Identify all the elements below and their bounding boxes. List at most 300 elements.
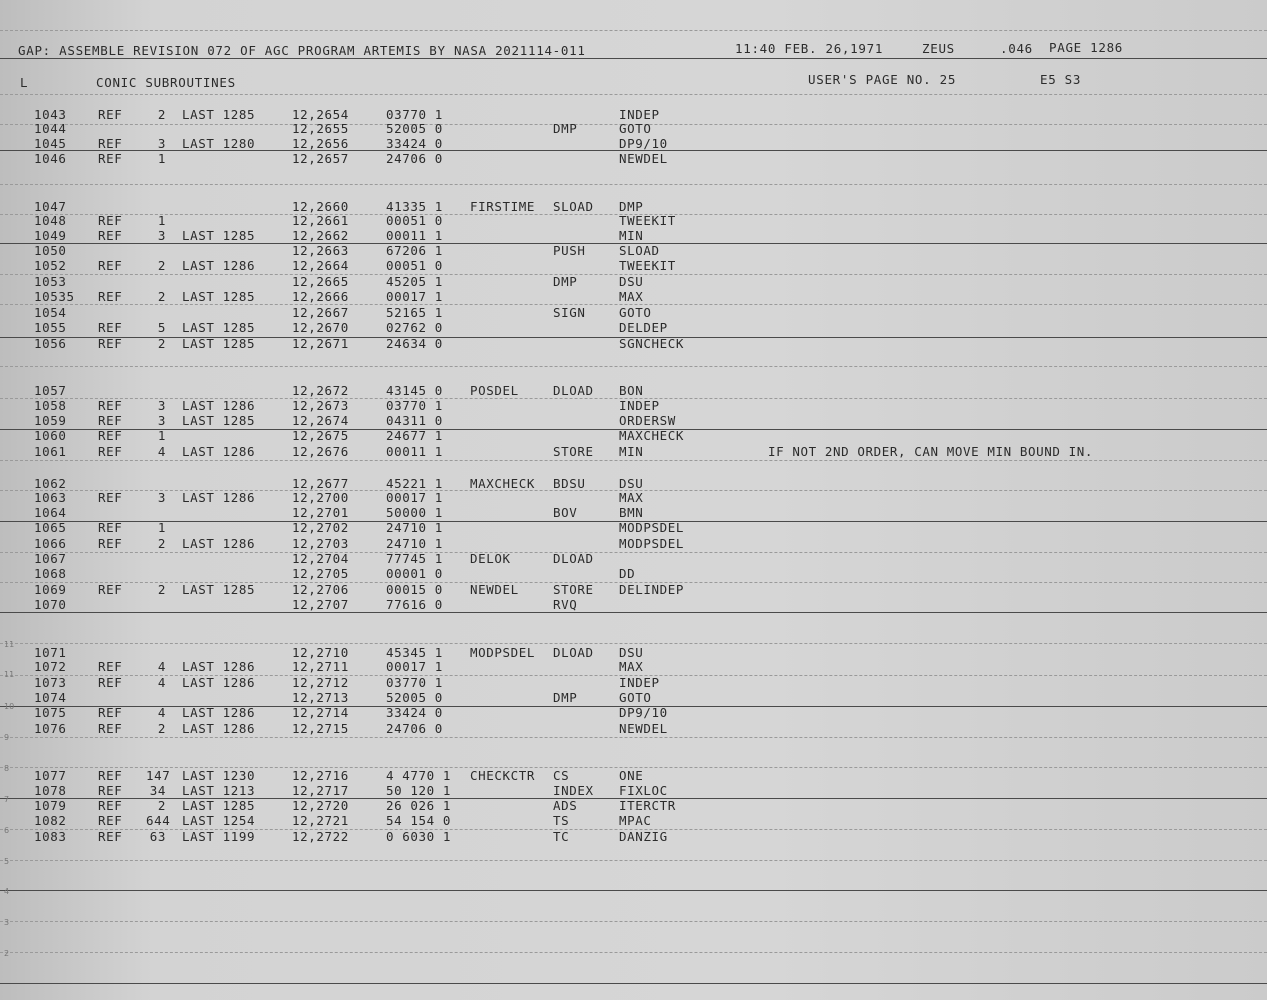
octal-word: 04311 0 (386, 413, 443, 428)
line-number: 1053 (34, 274, 67, 289)
listing-time: 11:40 FEB. 26,1971 (735, 41, 884, 56)
ref-keyword: REF (98, 413, 123, 428)
operand: GOTO (619, 121, 652, 136)
margin-number: 3 (4, 918, 10, 927)
listing-line (0, 505, 1267, 519)
opcode: DMP (553, 690, 578, 705)
line-number: 1063 (34, 490, 67, 505)
octal-word: 24710 1 (386, 536, 443, 551)
ruled-line (0, 643, 1267, 644)
margin-number: 6 (4, 826, 10, 835)
line-number: 1073 (34, 675, 67, 690)
listing-line (0, 228, 1267, 242)
margin-number: 7 (4, 795, 10, 804)
listing-line (0, 428, 1267, 442)
line-number: 1076 (34, 721, 67, 736)
symbol-label: MODPSDEL (470, 645, 536, 660)
opcode: BDSU (553, 476, 586, 491)
ruled-line (0, 983, 1267, 984)
opcode: STORE (553, 444, 594, 459)
last-ref: LAST 1285 (182, 413, 256, 428)
octal-word: 00017 1 (386, 490, 443, 505)
operand: DP9/10 (619, 705, 668, 720)
octal-word: 52005 0 (386, 690, 443, 705)
line-number: 1064 (34, 505, 67, 520)
listing-line (0, 690, 1267, 704)
address: 12,2707 (292, 597, 349, 612)
last-ref: LAST 1286 (182, 721, 256, 736)
operand: ORDERSW (619, 413, 676, 428)
octal-word: 45205 1 (386, 274, 443, 289)
last-ref: LAST 1285 (182, 336, 256, 351)
ref-count: 1 (157, 151, 166, 166)
ref-count: 4 (157, 675, 166, 690)
octal-word: 52165 1 (386, 305, 443, 320)
line-number: 1044 (34, 121, 67, 136)
address: 12,2702 (292, 520, 349, 535)
symbol-label: DELOK (470, 551, 511, 566)
ref-keyword: REF (98, 228, 123, 243)
operand: INDEP (619, 675, 660, 690)
ref-count: 2 (157, 107, 166, 122)
ref-count: 4 (157, 659, 166, 674)
ruled-line (0, 612, 1267, 613)
ruled-line (0, 366, 1267, 367)
ref-keyword: REF (98, 398, 123, 413)
last-ref: LAST 1285 (182, 107, 256, 122)
listing-line (0, 582, 1267, 596)
operand: TWEEKIT (619, 258, 676, 273)
listing-line (0, 813, 1267, 827)
listing-line (0, 536, 1267, 550)
ref-keyword: REF (98, 151, 123, 166)
listing-line (0, 645, 1267, 659)
octal-word: 03770 1 (386, 398, 443, 413)
listing-line (0, 243, 1267, 257)
listing-line (0, 551, 1267, 565)
address: 12,2670 (292, 320, 349, 335)
listing-line (0, 305, 1267, 319)
operand: GOTO (619, 305, 652, 320)
operand: MAX (619, 490, 644, 505)
ruled-line (0, 460, 1267, 461)
ref-count: 2 (157, 536, 166, 551)
address: 12,2663 (292, 243, 349, 258)
last-ref: LAST 1199 (182, 829, 256, 844)
line-number: 1056 (34, 336, 67, 351)
header-rule (0, 58, 1267, 59)
line-number: 1054 (34, 305, 67, 320)
octal-word: 02762 0 (386, 320, 443, 335)
octal-word: 00001 0 (386, 566, 443, 581)
address: 12,2720 (292, 798, 349, 813)
octal-word: 43145 0 (386, 383, 443, 398)
line-number: 1046 (34, 151, 67, 166)
listing-line (0, 320, 1267, 334)
line-number: 1043 (34, 107, 67, 122)
octal-word: 45221 1 (386, 476, 443, 491)
margin-number: 5 (4, 857, 10, 866)
ref-keyword: REF (98, 258, 123, 273)
ref-keyword: REF (98, 213, 123, 228)
address: 12,2674 (292, 413, 349, 428)
octal-word: 26 026 1 (386, 798, 452, 813)
operand: BON (619, 383, 644, 398)
ref-count: 3 (157, 136, 166, 151)
operand: ONE (619, 768, 644, 783)
operand: DELINDEP (619, 582, 685, 597)
ruled-line (0, 184, 1267, 185)
operand: FIXLOC (619, 783, 668, 798)
line-number: 1047 (34, 199, 67, 214)
line-number: 1061 (34, 444, 67, 459)
listing-system: ZEUS (922, 41, 955, 56)
octal-word: 00051 0 (386, 213, 443, 228)
comment: IF NOT 2ND ORDER, CAN MOVE MIN BOUND IN. (768, 444, 1094, 459)
line-number: 1057 (34, 383, 67, 398)
line-number: 1066 (34, 536, 67, 551)
last-ref: LAST 1280 (182, 136, 256, 151)
operand: DSU (619, 274, 644, 289)
line-number: 1078 (34, 783, 67, 798)
octal-word: 03770 1 (386, 107, 443, 122)
address: 12,2667 (292, 305, 349, 320)
ref-keyword: REF (98, 675, 123, 690)
operand: MPAC (619, 813, 652, 828)
opcode: INDEX (553, 783, 594, 798)
operand: MODPSDEL (619, 520, 685, 535)
last-ref: LAST 1285 (182, 320, 256, 335)
ruled-line (0, 860, 1267, 861)
line-number: 1070 (34, 597, 67, 612)
listing-line (0, 383, 1267, 397)
last-ref: LAST 1286 (182, 490, 256, 505)
listing-line (0, 444, 1267, 458)
last-ref: LAST 1286 (182, 536, 256, 551)
line-number: 1065 (34, 520, 67, 535)
ref-count: 63 (149, 829, 166, 844)
operand: MIN (619, 444, 644, 459)
listing-line (0, 136, 1267, 150)
last-ref: LAST 1286 (182, 675, 256, 690)
octal-word: 24634 0 (386, 336, 443, 351)
ruled-line (0, 921, 1267, 922)
operand: SGNCHECK (619, 336, 685, 351)
octal-word: 52005 0 (386, 121, 443, 136)
operand: MAXCHECK (619, 428, 685, 443)
line-number: 1069 (34, 582, 67, 597)
symbol-label: MAXCHECK (470, 476, 536, 491)
ref-keyword: REF (98, 721, 123, 736)
address: 12,2666 (292, 289, 349, 304)
listing-line (0, 213, 1267, 227)
operand: DSU (619, 476, 644, 491)
address: 12,2706 (292, 582, 349, 597)
symbol-label: FIRSTIME (470, 199, 536, 214)
octal-word: 24677 1 (386, 428, 443, 443)
operand: TWEEKIT (619, 213, 676, 228)
last-ref: LAST 1285 (182, 228, 256, 243)
ref-count: 4 (157, 444, 166, 459)
ref-keyword: REF (98, 428, 123, 443)
margin-number: 11 (4, 670, 15, 679)
line-number: 1058 (34, 398, 67, 413)
listing-line (0, 258, 1267, 272)
address: 12,2716 (292, 768, 349, 783)
last-ref: LAST 1254 (182, 813, 256, 828)
operand: INDEP (619, 107, 660, 122)
ref-count: 3 (157, 228, 166, 243)
operand: INDEP (619, 398, 660, 413)
octal-word: 03770 1 (386, 675, 443, 690)
octal-word: 50 120 1 (386, 783, 452, 798)
page-number: PAGE 1286 (1049, 40, 1124, 55)
listing-title: GAP: ASSEMBLE REVISION 072 OF AGC PROGRAM ARTEMIS BY NASA 2021114-011 (18, 43, 586, 58)
ref-keyword: REF (98, 582, 123, 597)
octal-word: 50000 1 (386, 505, 443, 520)
log-marker: L (20, 75, 29, 90)
ref-keyword: REF (98, 520, 123, 535)
margin-number: 9 (4, 733, 10, 742)
line-number: 1079 (34, 798, 67, 813)
listing-line (0, 107, 1267, 121)
operand: NEWDEL (619, 721, 668, 736)
address: 12,2705 (292, 566, 349, 581)
section-title: CONIC SUBROUTINES (96, 75, 236, 90)
listing-line (0, 199, 1267, 213)
octal-word: 00015 0 (386, 582, 443, 597)
listing-code: .046 (1000, 41, 1033, 56)
opcode: SLOAD (553, 199, 594, 214)
ref-keyword: REF (98, 705, 123, 720)
last-ref: LAST 1286 (182, 398, 256, 413)
ref-count: 644 (146, 813, 171, 828)
margin-number: 10 (4, 702, 15, 711)
ref-keyword: REF (98, 107, 123, 122)
opcode: CS (553, 768, 570, 783)
ref-keyword: REF (98, 490, 123, 505)
operand: ITERCTR (619, 798, 676, 813)
operand: DELDEP (619, 320, 668, 335)
address: 12,2713 (292, 690, 349, 705)
line-number: 1049 (34, 228, 67, 243)
ref-keyword: REF (98, 444, 123, 459)
ref-count: 4 (157, 705, 166, 720)
listing-line (0, 783, 1267, 797)
operand: DD (619, 566, 636, 581)
sheet-code: E5 S3 (1040, 72, 1082, 87)
address: 12,2701 (292, 505, 349, 520)
opcode: ADS (553, 798, 578, 813)
ref-count: 3 (157, 398, 166, 413)
listing-line (0, 336, 1267, 350)
ref-keyword: REF (98, 829, 123, 844)
line-number: 1050 (34, 243, 67, 258)
margin-number: 4 (4, 887, 10, 896)
address: 12,2673 (292, 398, 349, 413)
line-number: 1083 (34, 829, 67, 844)
octal-word: 67206 1 (386, 243, 443, 258)
ref-count: 1 (157, 213, 166, 228)
listing-line (0, 566, 1267, 580)
operand: BMN (619, 505, 644, 520)
address: 12,2655 (292, 121, 349, 136)
operand: MIN (619, 228, 644, 243)
last-ref: LAST 1285 (182, 289, 256, 304)
opcode: DLOAD (553, 551, 594, 566)
line-number: 1082 (34, 813, 67, 828)
ref-count: 2 (157, 582, 166, 597)
opcode: DLOAD (553, 645, 594, 660)
address: 12,2711 (292, 659, 349, 674)
ref-keyword: REF (98, 798, 123, 813)
ref-count: 2 (157, 336, 166, 351)
ref-count: 3 (157, 413, 166, 428)
listing-line (0, 490, 1267, 504)
address: 12,2676 (292, 444, 349, 459)
operand: DSU (619, 645, 644, 660)
octal-word: 00011 1 (386, 444, 443, 459)
symbol-label: NEWDEL (470, 582, 519, 597)
listing-line (0, 768, 1267, 782)
listing-line (0, 520, 1267, 534)
octal-word: 33424 0 (386, 136, 443, 151)
listing-line (0, 476, 1267, 490)
last-ref: LAST 1286 (182, 444, 256, 459)
listing-line (0, 829, 1267, 843)
address: 12,2703 (292, 536, 349, 551)
ref-keyword: REF (98, 659, 123, 674)
address: 12,2704 (292, 551, 349, 566)
line-number: 1059 (34, 413, 67, 428)
line-number: 1062 (34, 476, 67, 491)
address: 12,2656 (292, 136, 349, 151)
last-ref: LAST 1285 (182, 582, 256, 597)
octal-word: 24706 0 (386, 721, 443, 736)
last-ref: LAST 1286 (182, 705, 256, 720)
octal-word: 00017 1 (386, 659, 443, 674)
ref-keyword: REF (98, 320, 123, 335)
ref-count: 1 (157, 428, 166, 443)
ruled-line (0, 737, 1267, 738)
ruled-line (0, 30, 1267, 31)
address: 12,2712 (292, 675, 349, 690)
ref-count: 2 (157, 798, 166, 813)
margin-number: 2 (4, 949, 10, 958)
listing-line (0, 798, 1267, 812)
opcode: TC (553, 829, 570, 844)
address: 12,2721 (292, 813, 349, 828)
ref-keyword: REF (98, 336, 123, 351)
listing-line (0, 398, 1267, 412)
ruled-line (0, 952, 1267, 953)
last-ref: LAST 1286 (182, 659, 256, 674)
ref-count: 1 (157, 520, 166, 535)
listing-line (0, 705, 1267, 719)
address: 12,2661 (292, 213, 349, 228)
address: 12,2675 (292, 428, 349, 443)
opcode: SIGN (553, 305, 586, 320)
octal-word: 45345 1 (386, 645, 443, 660)
octal-word: 24710 1 (386, 520, 443, 535)
ruled-line (0, 890, 1267, 891)
address: 12,2700 (292, 490, 349, 505)
ref-count: 5 (157, 320, 166, 335)
ref-keyword: REF (98, 768, 123, 783)
ref-count: 34 (149, 783, 166, 798)
line-number: 1068 (34, 566, 67, 581)
symbol-label: CHECKCTR (470, 768, 536, 783)
listing-line (0, 121, 1267, 135)
octal-word: 41335 1 (386, 199, 443, 214)
octal-word: 24706 0 (386, 151, 443, 166)
address: 12,2657 (292, 151, 349, 166)
last-ref: LAST 1213 (182, 783, 256, 798)
opcode: DMP (553, 274, 578, 289)
last-ref: LAST 1286 (182, 258, 256, 273)
opcode: DMP (553, 121, 578, 136)
operand: DANZIG (619, 829, 668, 844)
address: 12,2660 (292, 199, 349, 214)
octal-word: 00011 1 (386, 228, 443, 243)
opcode: PUSH (553, 243, 586, 258)
line-number: 1067 (34, 551, 67, 566)
octal-word: 77745 1 (386, 551, 443, 566)
ref-keyword: REF (98, 289, 123, 304)
octal-word: 77616 0 (386, 597, 443, 612)
opcode: DLOAD (553, 383, 594, 398)
address: 12,2717 (292, 783, 349, 798)
line-number: 1052 (34, 258, 67, 273)
listing-line (0, 151, 1267, 165)
ref-count: 147 (146, 768, 171, 783)
operand: DP9/10 (619, 136, 668, 151)
margin-number: 8 (4, 764, 10, 773)
ref-count: 2 (157, 289, 166, 304)
operand: GOTO (619, 690, 652, 705)
address: 12,2715 (292, 721, 349, 736)
line-number: 1074 (34, 690, 67, 705)
margin-number: 11 (4, 640, 15, 649)
octal-word: 54 154 0 (386, 813, 452, 828)
ruled-line (0, 94, 1267, 95)
octal-word: 4 4770 1 (386, 768, 452, 783)
address: 12,2722 (292, 829, 349, 844)
address: 12,2672 (292, 383, 349, 398)
line-number: 1060 (34, 428, 67, 443)
listing-line (0, 659, 1267, 673)
octal-word: 0 6030 1 (386, 829, 452, 844)
opcode: STORE (553, 582, 594, 597)
line-number: 1048 (34, 213, 67, 228)
ref-keyword: REF (98, 536, 123, 551)
opcode: RVQ (553, 597, 578, 612)
listing-line (0, 413, 1267, 427)
symbol-label: POSDEL (470, 383, 519, 398)
address: 12,2671 (292, 336, 349, 351)
address: 12,2654 (292, 107, 349, 122)
ref-count: 2 (157, 258, 166, 273)
address: 12,2664 (292, 258, 349, 273)
listing-line (0, 289, 1267, 303)
last-ref: LAST 1230 (182, 768, 256, 783)
operand: SLOAD (619, 243, 660, 258)
listing-line (0, 274, 1267, 288)
octal-word: 00051 0 (386, 258, 443, 273)
listing-line (0, 597, 1267, 611)
ref-keyword: REF (98, 813, 123, 828)
opcode: TS (553, 813, 570, 828)
